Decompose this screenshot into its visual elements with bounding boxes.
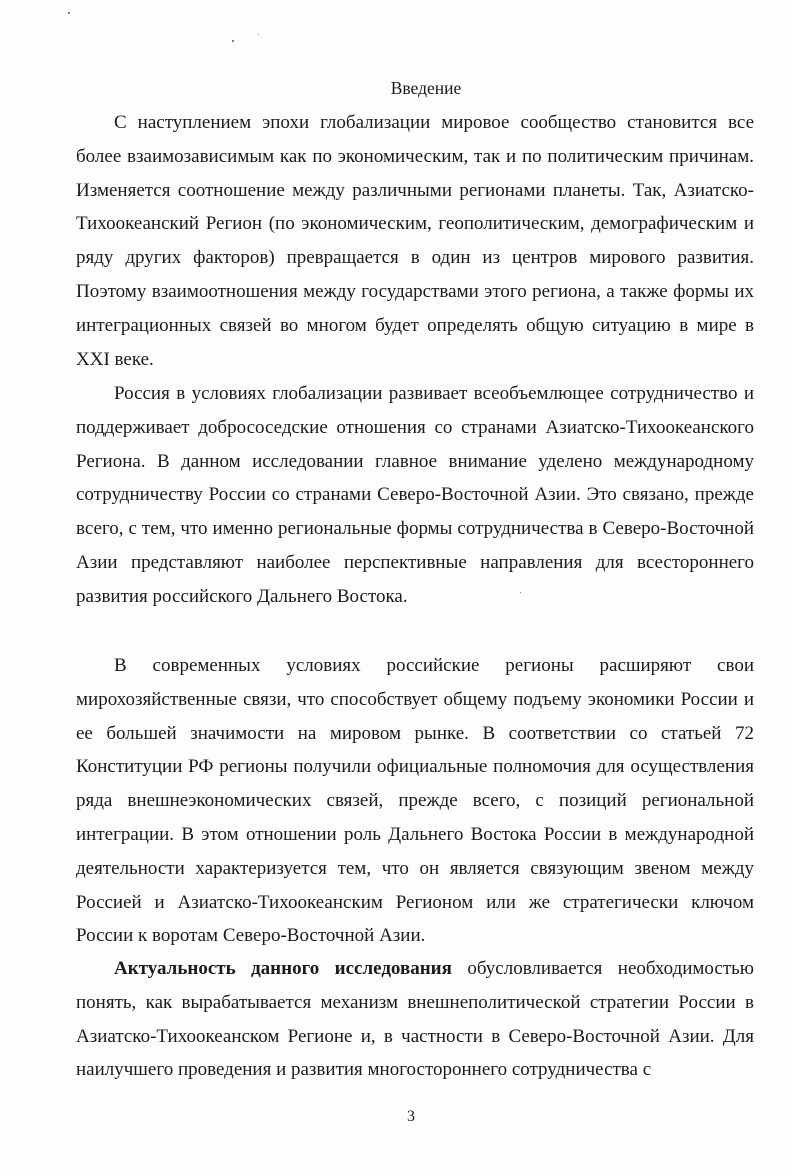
paragraph-2-text: Россия в условиях глобализации развивает всеобъемлющее сотрудничество и поддерживает добрососедские отношения со странами Азиатско-Тихоокеанского Региона. В данном исследовании главное внимание уделено международному сотрудничеству России со странами Северо-Восточной Азии. Это связано, прежде всего, с тем, что именно региональные формы сотрудничества в Северо-Восточной Азии представляют наиболее перспективные направления для всестороннего развития российского Дальнего Востока.: [76, 383, 754, 607]
scan-speck: [232, 40, 234, 42]
paragraph-1: [76, 106, 754, 376]
paragraph-3: [76, 649, 754, 953]
scan-speck: [258, 34, 259, 35]
paragraph-4-bold-lead: Актуальность данного исследования: [114, 958, 452, 979]
paragraph-3-text: В современных условиях российские регионы расширяют свои мирохозяйственные связи, что способствует общему подъему экономики России и ее большей значимости на мировом рынке. В соответствии со статьей 72 Конституции РФ регионы получили официальные полномочия для осуществления ряда внешнеэкономических связей, прежде всего, с позиций региональной интеграции. В этом отношении роль Дальнего Востока России в международной деятельности характеризуется тем, что он является связующим звеном между Россией и Азиатско-Тихоокеанским Регионом или же стратегически ключом России к воротам Северо-Восточной Азии.: [76, 655, 754, 947]
paragraph-4-text: обусловливается необходимостью понять, как вырабатывается механизм внешнеполитической стратегии России в Азиатско-Тихоокеанском Регионе и, в частности в Северо-Восточной Азии. Для наилучшего проведения и развития многостороннего сотрудничества с: [76, 958, 754, 1081]
page-number: 3: [407, 1108, 415, 1125]
paragraph-4: [76, 952, 754, 1087]
document-title: Введение: [390, 78, 462, 98]
paragraph-2: [76, 377, 754, 614]
scan-speck: [68, 12, 70, 14]
paragraph-1-text: С наступлением эпохи глобализации мировое сообщество становится все более взаимозависимым как по экономическим, так и по политическим причинам. Изменяется соотношение между различными регионами планеты. Так, Азиатско-Тихоокеанский Регион (по экономическим, геополитическим, демографическим и ряду других факторов) превращается в один из центров мирового развития. Поэтому взаимоотношения между государствами этого региона, а также формы их интеграционных связей во многом будет определять общую ситуацию в мире в XXI веке.: [76, 112, 754, 370]
